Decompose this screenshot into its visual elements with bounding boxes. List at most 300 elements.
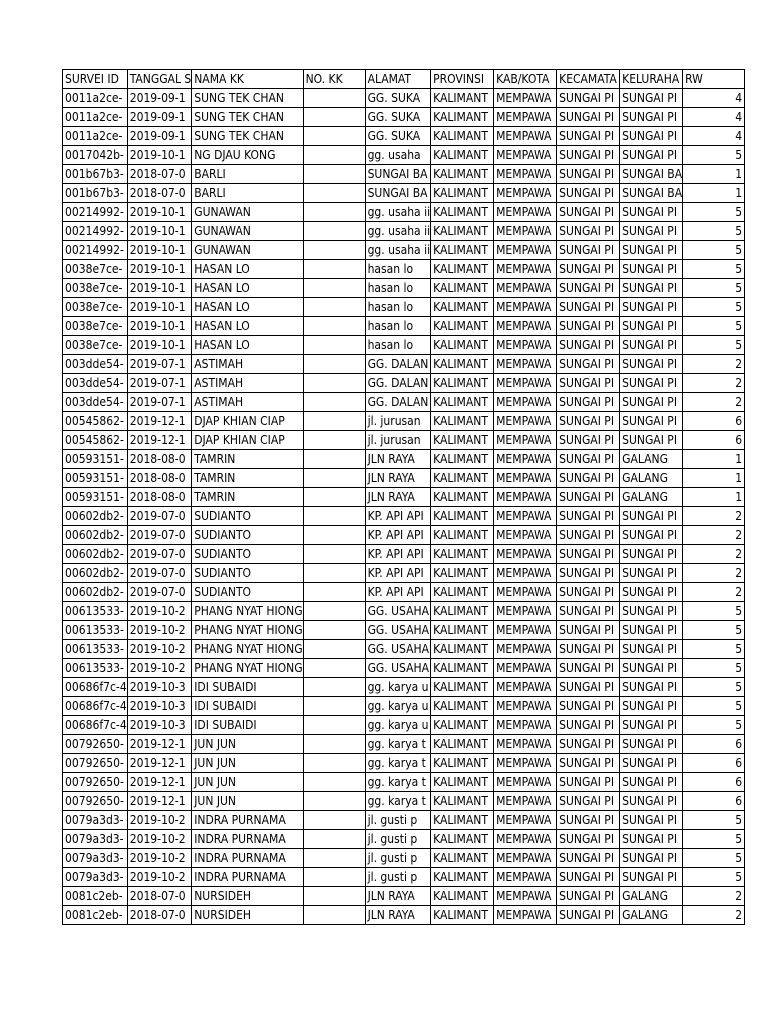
cell-rw[interactable]: 5 xyxy=(683,716,745,735)
cell-provinsi[interactable]: KALIMANT xyxy=(431,165,494,184)
cell-kelurahan[interactable]: GALANG xyxy=(620,887,683,906)
cell-kab-kota[interactable]: MEMPAWA xyxy=(494,146,557,165)
cell-no-kk[interactable] xyxy=(303,887,365,906)
cell-nama-kk[interactable] xyxy=(192,241,303,260)
cell-nama-kk[interactable] xyxy=(192,260,303,279)
cell-tanggal[interactable]: 2019-12-1 xyxy=(127,431,192,450)
cell-nama-kk[interactable] xyxy=(192,184,303,203)
cell-kecamatan[interactable]: SUNGAI PI xyxy=(557,754,620,773)
cell-provinsi[interactable]: KALIMANT xyxy=(431,735,494,754)
cell-kelurahan[interactable]: SUNGAI PI xyxy=(620,431,683,450)
cell-tanggal[interactable]: 2019-09-1 xyxy=(127,127,192,146)
cell-rw[interactable]: 2 xyxy=(683,374,745,393)
cell-alamat[interactable]: jl. gusti p xyxy=(365,868,431,887)
header-survei-id[interactable]: SURVEI ID xyxy=(63,70,128,89)
cell-kelurahan[interactable]: GALANG xyxy=(620,906,683,925)
cell-kelurahan[interactable]: SUNGAI PI xyxy=(620,602,683,621)
cell-provinsi[interactable]: KALIMANT xyxy=(431,469,494,488)
cell-provinsi[interactable]: KALIMANT xyxy=(431,507,494,526)
cell-alamat[interactable]: GG. DALAN xyxy=(365,355,431,374)
cell-survei-id[interactable]: 003dde54- xyxy=(63,355,128,374)
cell-no-kk[interactable] xyxy=(303,507,365,526)
cell-survei-id[interactable]: 00613533- xyxy=(63,640,128,659)
cell-survei-id[interactable]: 003dde54- xyxy=(63,374,128,393)
cell-kecamatan[interactable]: SUNGAI PI xyxy=(557,583,620,602)
cell-nama-kk[interactable] xyxy=(192,659,303,678)
cell-alamat[interactable]: jl. gusti p xyxy=(365,811,431,830)
cell-kelurahan[interactable]: SUNGAI PI xyxy=(620,697,683,716)
header-kecamatan[interactable]: KECAMATA xyxy=(557,70,620,89)
cell-provinsi[interactable]: KALIMANT xyxy=(431,754,494,773)
cell-rw[interactable]: 5 xyxy=(683,146,745,165)
cell-kab-kota[interactable]: MEMPAWA xyxy=(494,526,557,545)
cell-kecamatan[interactable]: SUNGAI PI xyxy=(557,849,620,868)
cell-no-kk[interactable] xyxy=(303,849,365,868)
cell-rw[interactable]: 5 xyxy=(683,298,745,317)
cell-alamat[interactable]: hasan lo xyxy=(365,260,431,279)
cell-kelurahan[interactable]: SUNGAI PI xyxy=(620,298,683,317)
cell-tanggal[interactable]: 2019-10-1 xyxy=(127,203,192,222)
cell-survei-id[interactable]: 0011a2ce- xyxy=(63,108,128,127)
cell-kecamatan[interactable]: SUNGAI PI xyxy=(557,621,620,640)
cell-kab-kota[interactable]: MEMPAWA xyxy=(494,412,557,431)
cell-no-kk[interactable] xyxy=(303,260,365,279)
cell-rw[interactable]: 5 xyxy=(683,203,745,222)
cell-kab-kota[interactable]: MEMPAWA xyxy=(494,279,557,298)
cell-provinsi[interactable]: KALIMANT xyxy=(431,583,494,602)
cell-nama-kk[interactable] xyxy=(192,792,303,811)
cell-nama-kk[interactable] xyxy=(192,203,303,222)
cell-provinsi[interactable]: KALIMANT xyxy=(431,887,494,906)
cell-rw[interactable]: 4 xyxy=(683,108,745,127)
cell-kecamatan[interactable]: SUNGAI PI xyxy=(557,165,620,184)
cell-nama-kk[interactable] xyxy=(192,526,303,545)
cell-kecamatan[interactable]: SUNGAI PI xyxy=(557,640,620,659)
cell-survei-id[interactable]: 0081c2eb- xyxy=(63,887,128,906)
cell-kab-kota[interactable]: MEMPAWA xyxy=(494,697,557,716)
cell-kab-kota[interactable]: MEMPAWA xyxy=(494,393,557,412)
cell-alamat[interactable]: gg. karya t xyxy=(365,754,431,773)
cell-kecamatan[interactable]: SUNGAI PI xyxy=(557,317,620,336)
cell-rw[interactable]: 5 xyxy=(683,811,745,830)
cell-rw[interactable]: 6 xyxy=(683,754,745,773)
cell-kelurahan[interactable]: SUNGAI PI xyxy=(620,868,683,887)
cell-kab-kota[interactable]: MEMPAWA xyxy=(494,792,557,811)
cell-survei-id[interactable]: 00602db2- xyxy=(63,583,128,602)
cell-provinsi[interactable]: KALIMANT xyxy=(431,317,494,336)
cell-no-kk[interactable] xyxy=(303,469,365,488)
cell-kecamatan[interactable]: SUNGAI PI xyxy=(557,355,620,374)
cell-kecamatan[interactable]: SUNGAI PI xyxy=(557,545,620,564)
cell-kab-kota[interactable]: MEMPAWA xyxy=(494,678,557,697)
cell-kab-kota[interactable]: MEMPAWA xyxy=(494,659,557,678)
cell-kab-kota[interactable]: MEMPAWA xyxy=(494,298,557,317)
cell-no-kk[interactable] xyxy=(303,279,365,298)
cell-kab-kota[interactable]: MEMPAWA xyxy=(494,317,557,336)
cell-kelurahan[interactable]: GALANG xyxy=(620,450,683,469)
cell-provinsi[interactable]: KALIMANT xyxy=(431,222,494,241)
cell-provinsi[interactable]: KALIMANT xyxy=(431,431,494,450)
cell-nama-kk[interactable] xyxy=(192,393,303,412)
cell-rw[interactable]: 5 xyxy=(683,659,745,678)
cell-provinsi[interactable]: KALIMANT xyxy=(431,260,494,279)
cell-nama-kk[interactable] xyxy=(192,165,303,184)
cell-nama-kk[interactable] xyxy=(192,906,303,925)
cell-no-kk[interactable] xyxy=(303,621,365,640)
cell-no-kk[interactable] xyxy=(303,108,365,127)
cell-kelurahan[interactable]: SUNGAI PI xyxy=(620,716,683,735)
cell-survei-id[interactable]: 00602db2- xyxy=(63,564,128,583)
cell-alamat[interactable]: gg. karya u xyxy=(365,678,431,697)
cell-kecamatan[interactable]: SUNGAI PI xyxy=(557,298,620,317)
cell-no-kk[interactable] xyxy=(303,678,365,697)
cell-kelurahan[interactable]: SUNGAI PI xyxy=(620,545,683,564)
cell-nama-kk[interactable] xyxy=(192,374,303,393)
cell-tanggal[interactable]: 2019-07-0 xyxy=(127,545,192,564)
cell-kecamatan[interactable]: SUNGAI PI xyxy=(557,146,620,165)
cell-nama-kk[interactable] xyxy=(192,488,303,507)
cell-kelurahan[interactable]: SUNGAI PI xyxy=(620,336,683,355)
cell-survei-id[interactable]: 00602db2- xyxy=(63,507,128,526)
cell-kelurahan[interactable]: SUNGAI PI xyxy=(620,507,683,526)
cell-kecamatan[interactable]: SUNGAI PI xyxy=(557,507,620,526)
cell-kab-kota[interactable]: MEMPAWA xyxy=(494,374,557,393)
cell-kab-kota[interactable]: MEMPAWA xyxy=(494,431,557,450)
cell-rw[interactable]: 5 xyxy=(683,830,745,849)
cell-alamat[interactable]: jl. jurusan xyxy=(365,431,431,450)
cell-rw[interactable]: 5 xyxy=(683,279,745,298)
cell-kelurahan[interactable]: SUNGAI PI xyxy=(620,412,683,431)
cell-provinsi[interactable]: KALIMANT xyxy=(431,184,494,203)
cell-nama-kk[interactable] xyxy=(192,887,303,906)
cell-survei-id[interactable]: 0038e7ce- xyxy=(63,298,128,317)
cell-survei-id[interactable]: 00593151- xyxy=(63,469,128,488)
cell-survei-id[interactable]: 00545862- xyxy=(63,412,128,431)
cell-provinsi[interactable]: KALIMANT xyxy=(431,127,494,146)
cell-kecamatan[interactable]: SUNGAI PI xyxy=(557,127,620,146)
cell-provinsi[interactable]: KALIMANT xyxy=(431,488,494,507)
cell-kab-kota[interactable]: MEMPAWA xyxy=(494,507,557,526)
cell-tanggal[interactable]: 2019-12-1 xyxy=(127,754,192,773)
cell-survei-id[interactable]: 00613533- xyxy=(63,602,128,621)
cell-provinsi[interactable]: KALIMANT xyxy=(431,659,494,678)
cell-provinsi[interactable]: KALIMANT xyxy=(431,697,494,716)
cell-kelurahan[interactable]: SUNGAI PI xyxy=(620,393,683,412)
cell-kelurahan[interactable]: SUNGAI PI xyxy=(620,279,683,298)
cell-kab-kota[interactable]: MEMPAWA xyxy=(494,583,557,602)
cell-kecamatan[interactable]: SUNGAI PI xyxy=(557,184,620,203)
cell-nama-kk[interactable] xyxy=(192,868,303,887)
cell-provinsi[interactable]: KALIMANT xyxy=(431,678,494,697)
cell-kecamatan[interactable]: SUNGAI PI xyxy=(557,488,620,507)
cell-alamat[interactable]: KP. API API xyxy=(365,526,431,545)
cell-rw[interactable]: 6 xyxy=(683,792,745,811)
cell-nama-kk[interactable] xyxy=(192,640,303,659)
cell-provinsi[interactable]: KALIMANT xyxy=(431,374,494,393)
cell-alamat[interactable]: GG. SUKA xyxy=(365,127,431,146)
cell-rw[interactable]: 2 xyxy=(683,393,745,412)
cell-kab-kota[interactable]: MEMPAWA xyxy=(494,754,557,773)
cell-tanggal[interactable]: 2019-12-1 xyxy=(127,792,192,811)
cell-kecamatan[interactable]: SUNGAI PI xyxy=(557,811,620,830)
cell-survei-id[interactable]: 0038e7ce- xyxy=(63,336,128,355)
cell-survei-id[interactable]: 0038e7ce- xyxy=(63,260,128,279)
cell-no-kk[interactable] xyxy=(303,792,365,811)
cell-survei-id[interactable]: 00792650- xyxy=(63,792,128,811)
cell-no-kk[interactable] xyxy=(303,317,365,336)
cell-no-kk[interactable] xyxy=(303,830,365,849)
cell-kelurahan[interactable]: SUNGAI PI xyxy=(620,735,683,754)
cell-kecamatan[interactable]: SUNGAI PI xyxy=(557,241,620,260)
cell-kecamatan[interactable]: SUNGAI PI xyxy=(557,108,620,127)
cell-kecamatan[interactable]: SUNGAI PI xyxy=(557,602,620,621)
cell-provinsi[interactable]: KALIMANT xyxy=(431,108,494,127)
header-rw[interactable]: RW xyxy=(683,70,745,89)
cell-alamat[interactable]: jl. gusti p xyxy=(365,849,431,868)
cell-provinsi[interactable]: KALIMANT xyxy=(431,621,494,640)
cell-tanggal[interactable]: 2019-10-2 xyxy=(127,830,192,849)
cell-no-kk[interactable] xyxy=(303,640,365,659)
cell-survei-id[interactable]: 0038e7ce- xyxy=(63,279,128,298)
cell-kab-kota[interactable]: MEMPAWA xyxy=(494,260,557,279)
cell-survei-id[interactable]: 0011a2ce- xyxy=(63,127,128,146)
cell-no-kk[interactable] xyxy=(303,564,365,583)
cell-survei-id[interactable]: 00545862- xyxy=(63,431,128,450)
cell-survei-id[interactable]: 00602db2- xyxy=(63,526,128,545)
header-alamat[interactable]: ALAMAT xyxy=(365,70,431,89)
cell-tanggal[interactable]: 2019-12-1 xyxy=(127,773,192,792)
cell-provinsi[interactable]: KALIMANT xyxy=(431,716,494,735)
cell-no-kk[interactable] xyxy=(303,773,365,792)
cell-survei-id[interactable]: 003dde54- xyxy=(63,393,128,412)
cell-alamat[interactable]: gg. karya u xyxy=(365,716,431,735)
cell-alamat[interactable]: KP. API API xyxy=(365,507,431,526)
cell-no-kk[interactable] xyxy=(303,602,365,621)
cell-survei-id[interactable]: 00214992- xyxy=(63,203,128,222)
cell-survei-id[interactable]: 0079a3d3- xyxy=(63,830,128,849)
cell-survei-id[interactable]: 00613533- xyxy=(63,621,128,640)
cell-provinsi[interactable]: KALIMANT xyxy=(431,89,494,108)
cell-tanggal[interactable]: 2019-09-1 xyxy=(127,108,192,127)
header-nama-kk[interactable]: NAMA KK xyxy=(192,70,303,89)
cell-kab-kota[interactable]: MEMPAWA xyxy=(494,602,557,621)
cell-kelurahan[interactable]: SUNGAI PI xyxy=(620,754,683,773)
cell-nama-kk[interactable] xyxy=(192,697,303,716)
cell-kecamatan[interactable]: SUNGAI PI xyxy=(557,678,620,697)
cell-nama-kk[interactable] xyxy=(192,545,303,564)
cell-kelurahan[interactable]: SUNGAI BA xyxy=(620,165,683,184)
cell-survei-id[interactable]: 00686f7c-4 xyxy=(63,716,128,735)
cell-survei-id[interactable]: 0079a3d3- xyxy=(63,849,128,868)
cell-alamat[interactable]: GG. USAHA xyxy=(365,602,431,621)
cell-survei-id[interactable]: 00686f7c-4 xyxy=(63,697,128,716)
cell-alamat[interactable]: JLN RAYA xyxy=(365,887,431,906)
cell-rw[interactable]: 1 xyxy=(683,450,745,469)
cell-no-kk[interactable] xyxy=(303,545,365,564)
cell-no-kk[interactable] xyxy=(303,412,365,431)
cell-tanggal[interactable]: 2019-12-1 xyxy=(127,735,192,754)
cell-no-kk[interactable] xyxy=(303,355,365,374)
cell-kab-kota[interactable]: MEMPAWA xyxy=(494,203,557,222)
cell-no-kk[interactable] xyxy=(303,906,365,925)
cell-nama-kk[interactable] xyxy=(192,849,303,868)
cell-rw[interactable]: 5 xyxy=(683,849,745,868)
cell-nama-kk[interactable] xyxy=(192,469,303,488)
cell-alamat[interactable]: gg. karya u xyxy=(365,697,431,716)
cell-nama-kk[interactable] xyxy=(192,355,303,374)
cell-kab-kota[interactable]: MEMPAWA xyxy=(494,450,557,469)
cell-rw[interactable]: 2 xyxy=(683,526,745,545)
cell-rw[interactable]: 6 xyxy=(683,773,745,792)
cell-no-kk[interactable] xyxy=(303,716,365,735)
cell-rw[interactable]: 2 xyxy=(683,906,745,925)
cell-survei-id[interactable]: 00686f7c-4 xyxy=(63,678,128,697)
cell-kecamatan[interactable]: SUNGAI PI xyxy=(557,89,620,108)
cell-alamat[interactable]: KP. API API xyxy=(365,545,431,564)
cell-tanggal[interactable]: 2019-10-1 xyxy=(127,298,192,317)
cell-tanggal[interactable]: 2019-10-1 xyxy=(127,241,192,260)
cell-rw[interactable]: 2 xyxy=(683,355,745,374)
cell-survei-id[interactable]: 00602db2- xyxy=(63,545,128,564)
cell-rw[interactable]: 5 xyxy=(683,260,745,279)
cell-alamat[interactable]: GG. DALAN xyxy=(365,393,431,412)
cell-nama-kk[interactable] xyxy=(192,830,303,849)
cell-survei-id[interactable]: 00593151- xyxy=(63,450,128,469)
cell-nama-kk[interactable] xyxy=(192,431,303,450)
cell-nama-kk[interactable] xyxy=(192,108,303,127)
cell-rw[interactable]: 2 xyxy=(683,887,745,906)
header-tanggal[interactable]: TANGGAL S xyxy=(127,70,192,89)
cell-alamat[interactable]: JLN RAYA xyxy=(365,488,431,507)
cell-alamat[interactable]: GG. SUKA xyxy=(365,108,431,127)
cell-provinsi[interactable]: KALIMANT xyxy=(431,393,494,412)
cell-alamat[interactable]: SUNGAI BA xyxy=(365,165,431,184)
cell-provinsi[interactable]: KALIMANT xyxy=(431,146,494,165)
cell-no-kk[interactable] xyxy=(303,184,365,203)
cell-provinsi[interactable]: KALIMANT xyxy=(431,602,494,621)
cell-tanggal[interactable]: 2019-10-1 xyxy=(127,146,192,165)
cell-kelurahan[interactable]: SUNGAI PI xyxy=(620,222,683,241)
cell-no-kk[interactable] xyxy=(303,393,365,412)
cell-kab-kota[interactable]: MEMPAWA xyxy=(494,336,557,355)
cell-no-kk[interactable] xyxy=(303,583,365,602)
cell-rw[interactable]: 5 xyxy=(683,317,745,336)
cell-no-kk[interactable] xyxy=(303,450,365,469)
cell-kelurahan[interactable]: SUNGAI PI xyxy=(620,773,683,792)
cell-nama-kk[interactable] xyxy=(192,773,303,792)
cell-kelurahan[interactable]: SUNGAI PI xyxy=(620,317,683,336)
cell-kab-kota[interactable]: MEMPAWA xyxy=(494,887,557,906)
cell-kab-kota[interactable]: MEMPAWA xyxy=(494,127,557,146)
cell-alamat[interactable]: JLN RAYA xyxy=(365,450,431,469)
cell-kelurahan[interactable]: SUNGAI PI xyxy=(620,640,683,659)
cell-kab-kota[interactable]: MEMPAWA xyxy=(494,735,557,754)
cell-nama-kk[interactable] xyxy=(192,754,303,773)
cell-kab-kota[interactable]: MEMPAWA xyxy=(494,241,557,260)
cell-rw[interactable]: 1 xyxy=(683,488,745,507)
cell-kelurahan[interactable]: SUNGAI PI xyxy=(620,849,683,868)
cell-tanggal[interactable]: 2018-08-0 xyxy=(127,469,192,488)
cell-survei-id[interactable]: 00792650- xyxy=(63,773,128,792)
cell-rw[interactable]: 2 xyxy=(683,545,745,564)
cell-no-kk[interactable] xyxy=(303,488,365,507)
cell-rw[interactable]: 5 xyxy=(683,336,745,355)
cell-rw[interactable]: 5 xyxy=(683,602,745,621)
cell-rw[interactable]: 5 xyxy=(683,222,745,241)
cell-tanggal[interactable]: 2019-09-1 xyxy=(127,89,192,108)
header-kelurahan[interactable]: KELURAHA xyxy=(620,70,683,89)
cell-kab-kota[interactable]: MEMPAWA xyxy=(494,469,557,488)
header-kab-kota[interactable]: KAB/KOTA xyxy=(494,70,557,89)
cell-rw[interactable]: 2 xyxy=(683,507,745,526)
cell-kelurahan[interactable]: SUNGAI PI xyxy=(620,583,683,602)
cell-rw[interactable]: 1 xyxy=(683,165,745,184)
cell-kelurahan[interactable]: SUNGAI PI xyxy=(620,621,683,640)
cell-nama-kk[interactable] xyxy=(192,678,303,697)
cell-tanggal[interactable]: 2019-10-1 xyxy=(127,279,192,298)
cell-provinsi[interactable]: KALIMANT xyxy=(431,412,494,431)
cell-tanggal[interactable]: 2019-07-1 xyxy=(127,374,192,393)
header-provinsi[interactable]: PROVINSI xyxy=(431,70,494,89)
cell-survei-id[interactable]: 00613533- xyxy=(63,659,128,678)
cell-rw[interactable]: 5 xyxy=(683,621,745,640)
cell-rw[interactable]: 5 xyxy=(683,868,745,887)
cell-survei-id[interactable]: 0011a2ce- xyxy=(63,89,128,108)
cell-provinsi[interactable]: KALIMANT xyxy=(431,355,494,374)
cell-kecamatan[interactable]: SUNGAI PI xyxy=(557,868,620,887)
cell-kab-kota[interactable]: MEMPAWA xyxy=(494,222,557,241)
cell-kecamatan[interactable]: SUNGAI PI xyxy=(557,260,620,279)
cell-nama-kk[interactable] xyxy=(192,336,303,355)
cell-alamat[interactable]: KP. API API xyxy=(365,583,431,602)
cell-survei-id[interactable]: 0079a3d3- xyxy=(63,868,128,887)
cell-tanggal[interactable]: 2018-07-0 xyxy=(127,165,192,184)
cell-no-kk[interactable] xyxy=(303,374,365,393)
cell-alamat[interactable]: KP. API API xyxy=(365,564,431,583)
cell-provinsi[interactable]: KALIMANT xyxy=(431,526,494,545)
cell-survei-id[interactable]: 00593151- xyxy=(63,488,128,507)
cell-kab-kota[interactable]: MEMPAWA xyxy=(494,906,557,925)
cell-kecamatan[interactable]: SUNGAI PI xyxy=(557,906,620,925)
cell-kab-kota[interactable]: MEMPAWA xyxy=(494,89,557,108)
cell-nama-kk[interactable] xyxy=(192,602,303,621)
cell-kecamatan[interactable]: SUNGAI PI xyxy=(557,431,620,450)
cell-provinsi[interactable]: KALIMANT xyxy=(431,792,494,811)
cell-rw[interactable]: 4 xyxy=(683,127,745,146)
cell-nama-kk[interactable] xyxy=(192,412,303,431)
cell-kecamatan[interactable]: SUNGAI PI xyxy=(557,564,620,583)
cell-nama-kk[interactable] xyxy=(192,716,303,735)
cell-kecamatan[interactable]: SUNGAI PI xyxy=(557,393,620,412)
cell-kecamatan[interactable]: SUNGAI PI xyxy=(557,336,620,355)
cell-survei-id[interactable]: 0017042b- xyxy=(63,146,128,165)
cell-alamat[interactable]: hasan lo xyxy=(365,279,431,298)
cell-rw[interactable]: 5 xyxy=(683,697,745,716)
cell-kab-kota[interactable]: MEMPAWA xyxy=(494,621,557,640)
cell-no-kk[interactable] xyxy=(303,241,365,260)
cell-no-kk[interactable] xyxy=(303,127,365,146)
cell-kelurahan[interactable]: SUNGAI PI xyxy=(620,678,683,697)
cell-kab-kota[interactable]: MEMPAWA xyxy=(494,716,557,735)
cell-tanggal[interactable]: 2019-10-1 xyxy=(127,317,192,336)
cell-survei-id[interactable]: 001b67b3- xyxy=(63,184,128,203)
cell-survei-id[interactable]: 00214992- xyxy=(63,241,128,260)
cell-tanggal[interactable]: 2019-07-0 xyxy=(127,583,192,602)
cell-kecamatan[interactable]: SUNGAI PI xyxy=(557,450,620,469)
cell-provinsi[interactable]: KALIMANT xyxy=(431,241,494,260)
header-no-kk[interactable]: NO. KK xyxy=(303,70,365,89)
cell-kelurahan[interactable]: GALANG xyxy=(620,488,683,507)
